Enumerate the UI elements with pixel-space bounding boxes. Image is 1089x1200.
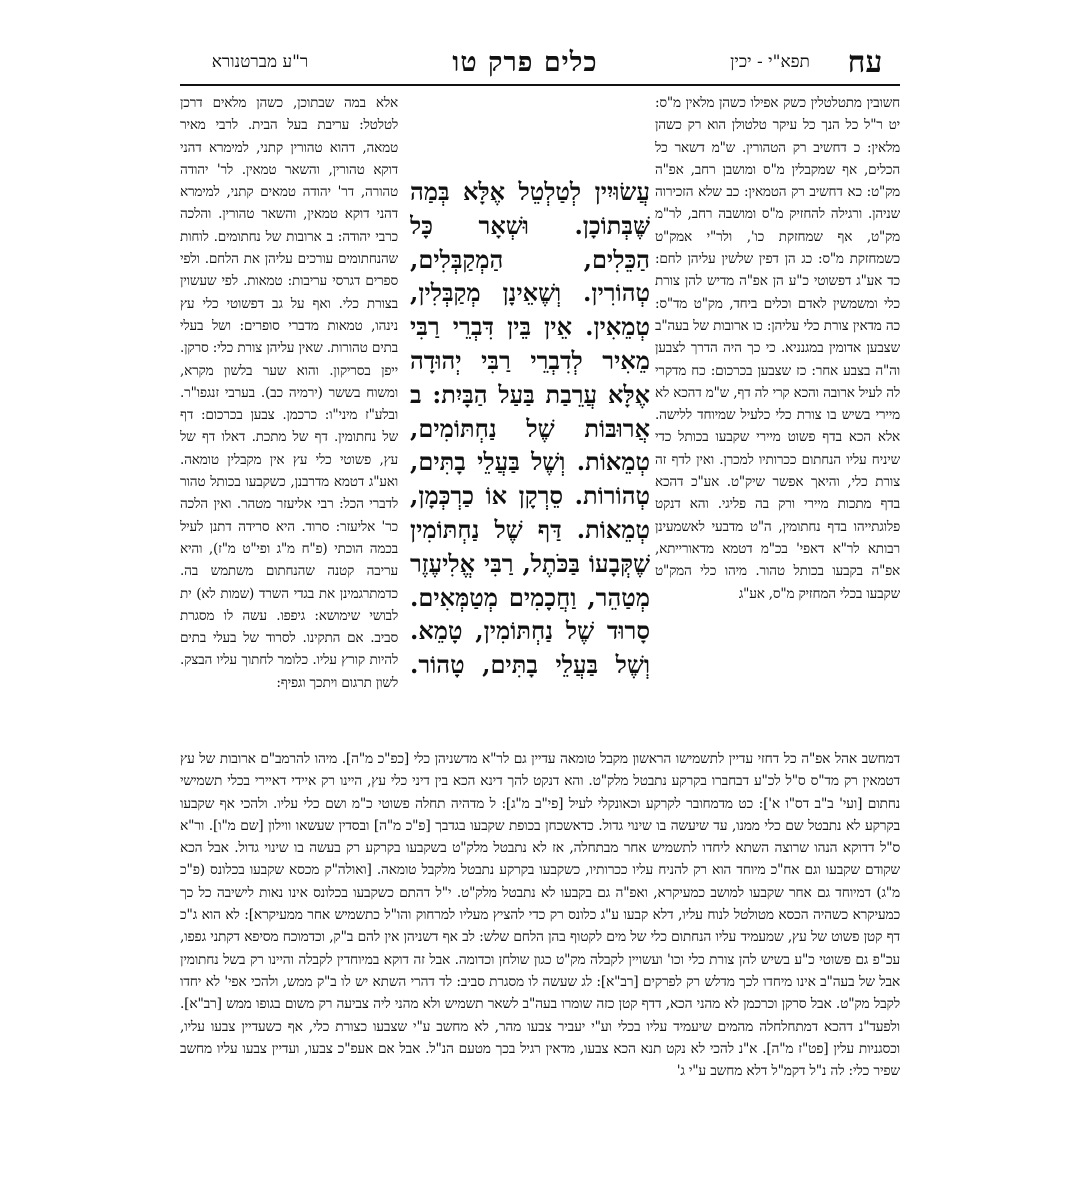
page-header — [180, 42, 900, 82]
page-title: כלים פרק טו — [452, 46, 598, 78]
header-subtitle: תפא"י - יכין — [730, 52, 810, 72]
mishnah-column — [410, 175, 650, 685]
mishnah-text: עֲשׂוּיִין לְטַלְטֵל אֶלָּא בְּמַה שֶּׁבְּתוֹכָן. וּשְׁאָר כָּל הַכֵּלִים, הַמְקַבְּלִים, טְהוֹרִין. וְשֶׁאֵינָן מְקַבְּלִין, טְמֵאִין. אֵין בֵּין דִּבְרֵי רַבִּי מֵאִיר לְדִבְרֵי רַבִּי יְהוּדָה אֶלָּא עֲרֵבַת בַּעַל הַבָּיִת: ב אֲרוּבּוֹת שֶׁל נַחְתּוֹמִים, טְמֵאוֹת. וְשֶׁל בַּעֲלֵי בָתִּים, טְהוֹרוֹת. סֵרְקָן אוֹ כַרְכְּמָן, טְמֵאוֹת. דַּף שֶׁל נַחְתּוֹמִין שֶׁקְּבָעוֹ בַּכֹּתֶל, רַבִּי אֱלִיעֶזֶר מְטַהֵר, וַחֲכָמִים מְטַמְּאִים. סָרוּד שֶׁל נַחְתּוֹמִין, טָמֵא. וְשֶׁל בַּעֲלֵי בָתִּים, טָהוֹר. — [410, 177, 650, 680]
tiferet-yisrael-text: חשובין מתטלטלין כשק אפילו כשהן מלאין מ"ס: יט ר"ל כל הנך כל עיקר טלטולן הוא רק כשהן מלאין: כ דחשיב רק הטהורין. ש"מ דשאר כל הכלים, אף שמקבלין מ"ס ומושבן רחב, אפ"ה מק"ט: כא דחשיב רק הטמאין: כב שלא הזכירוה שניהן. ורגילה להחזיק מ"ס ומושבה רחב, לר"מ מק"ט, אף שמחזקת כו', ולר"י אמק"ט כשמחזקת מ"ס: כג הן דפין שלשין עליהן לחם: כד אע"ג דפשוטי כ"ע הן אפ"ה מדיש להן צורת כלי ומשמשין לאדם וכלים ביחד, מק"ט מד"ס: כה מדאין צורת כלי עליהן: כו ארובות של בעה"ב שצבען אדומין במגנניא. כי כך היה הדרך לצבען וה"ה בצבע אחר: כז שצבען בכרכום: כח מדקרי לה לעיל ארובה והכא קרי לה דף, ש"מ דהכא לא מיירי בשיש בו צורת כלי כלעיל שמיוחד ללישה. אלא הכא בדף פשוט מיירי שקבעו בכותל כדי שיניח עליו הנחתום ככרותיו למכרן. ואין לדף זה צורת כלי, והיאך אפשר שיק"ט. אע"כ דהכא בדף מתכות מיירי ורק בה פליגי. והא דנקט פלוגתייהו בדף נחתומין, ה"ט מדבעי לאשמעינן רבותא לר"א דאפי' בכ"מ דטמא מדאורייתא, אפ"ה בקבעו בכותל טהור. מיהו כלי המק"ט שקבעו בכלי המחזיק מ"ס, אע"ג — [655, 95, 900, 602]
header-divider — [180, 84, 900, 86]
tiferet-yisrael-commentary-column — [655, 92, 900, 747]
page-number: עח — [847, 44, 883, 80]
bartenura-commentary-column — [180, 92, 398, 747]
header-commentary-label: ר"ע מברטנורא — [211, 52, 309, 72]
bottom-commentary-text: דמחשב אהל אפ"ה כל דחזי עדיין לתשמישו הראשון מקבל טומאה עדיין גם לר"א מדשניהן כלי [כפ"כ מ"ה]. מיהו להרמב"ם ארובות של עץ דטמאין רק מד"ס ס"ל לכ"ע דבחברו בקרקע נתבטל מלק"ט. והא דנקט להך דינא הכא בין דיני כלי עץ, היינו רק איידי דאיירי בכלי תשמישי נחתום [ועי' ב"ב דס"ו א']: כט מדמחובר לקרקע וכאונקלי לעיל [פי"ב מ"ג]: ל מדהיה תחלה פשוטי כ"מ ושם כלי עליו. ולהכי אף שקבעו בקרקע לא נתבטל שם כלי ממנו, עד שיעשה בו שינוי גדול. כדאשכחן בכופת שקבעו בגדבך [פ"כ מ"ה] ובסדין שעשאו ווילון [שם מ"ו]. ור"א ס"ל דדוקא הנהו שרוצה השתא ליחדו לתשמיש אחר מבתחלה, אז לא נתבטל מלק"ט בשקבעו בקרקע רק בעשה בו שינוי גדול. אבל הכא שקודם שקבעו וגם אח"כ מיוחד הוא רק להניח עליו ככרותיו, כשקבעו בקרקע נתבטל מלקבל טומאה. [ואולה"ק מכסא שקבעו בכלונס (פ"כ מ"ג) דמיוחד גם אחר שקבעו למושב כמעיקרא, ואפ"ה גם בקבעו לא נתבטל מלק"ט. י"ל דהתם כשקבעו בכלונס אינו נאות לישיבה כל כך כמעיקרא כשהיה הכסא מטולטל לנוח עליו, דלא קבעו ע"ג כלונס רק כדי להציץ מעליו למרחוק והו"ל כתשמיש אחר ממעיקרא]: לא הוא ג"כ דף קטן פשוט של עץ, שמעמיד עליו הנחתום כלי של מים לקטוף בהן הלחם שלש: לב אף דשניהן אין להם ב"ק, וכדמוכח מסיפא דקתני גפפו, עכ"פ גם פשוטי כ"ע בשיש להן צורת כלי וכו' ועשויין לקבלה מק"ט כגון שולחן וכדומה. אבל זה דוקא במיוחדין לקבלה והיינו רק בשל נחתומין אבל של בעה"ב אינו מיחדו לכך מדלש רק לפרקים [רב"א]: לג שעשה לו מסגרת סביב: לד דהרי השתא יש לו ב"ק ממש, ולהכי אפי' לא יחדו לקבל מק"ט. אבל סרקן וכרכמן לא מהני הכא, דדף קטן כזה שומרו בעה"ב לשאר תשמיש ולא מהני ליה צביעה רק משום בגופו ממש [רב"א]. ולפעד"נ דהכא דמתחלחלה מהמים שיעמיד עליו בכלי וע"י יעביר צבעו מהר, לא מחשב ע"י שצבעו כצורת כלי, אף כשעדיין צבעו עליו, וכסגניות עלין [פט"ז מ"ה]. א"נ להכי לא נקט תנא הכא צבעו, מדאין רגיל בכך מטעם הנ"ל. אבל אם אעפ"כ צבעו, ועדיין צבעו עליו מחשב שפיר כלי: לה נ"ל דקמ"ל דלא מחשב ע"י ג' — [180, 751, 900, 1080]
bartenura-text: אלא במה שבתוכן, כשהן מלאים דרכן לטלטל: עריבת בעל הבית. לרבי מאיר טמאה, דהוא טהורין קתני, למימרא דהני דוקא טהורין, והשאר טמאין. לר' יהודה טהורה, דר' יהודה טמאים קתני, למימרא דהני דוקא טמאין, והשאר טהורין. והלכה כרבי יהודה: ב ארובות של נחתומים. לוחות שהנחתומים עורכים עליהן את הלחם. ולפי ספרים דגרסי עריבות: טמאות. לפי שעשוין בצורת כלי. ואף על גב דפשוטי כלי עץ נינהו, טמאות מדברי סופרים: ושל בעלי בתים טהורות. שאין עליהן צורת כלי: סרקן. ייפן בסריקון. והוא שער בלשון מקרא, ומשוח בששר (ירמיה כב). בערבי זנגפו"ר. ובלע"ז מיני"ו: כרכמן. צבען בכרכום: דף של נחתומין. דף של מתכת. דאלו דף של עץ, פשוטי כלי עץ אין מקבלין טומאה. ואע"ג דטמא מדרבנן, כשקבעו בכותל טהור לדברי הכל: רבי אליעזר מטהר. ואין הלכה כר' אליעזר: סרוד. היא סרידה דתנן לעיל בכמה הוכתי (פ"ח מ"ג ופי"ט מ"ז), והיא עריבה קטנה שהנחתום משתמש בה. כדמתרגמינן את בגדי השרד (שמות לא) ית לבושי שימושא: גיפפו. עשה לו מסגרת סביב. אם התקינו. לסרוד של בעלי בתים להיות קורץ עליו. כלומר לחתוך עליו הבצק. לשון תרגום ויתכך וגפיף: — [180, 95, 398, 691]
tiferet-yisrael-bottom-commentary — [180, 748, 900, 1158]
